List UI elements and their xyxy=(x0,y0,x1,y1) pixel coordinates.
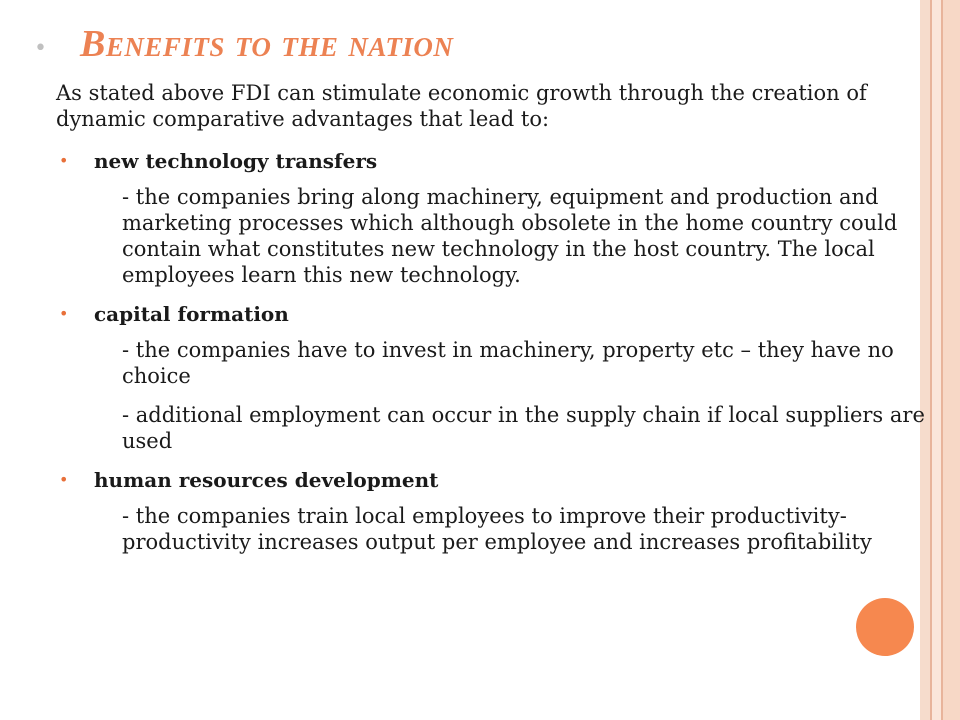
border-stripe xyxy=(943,0,960,720)
section-heading xyxy=(56,148,936,174)
section-heading xyxy=(56,467,936,493)
section-heading xyxy=(56,301,936,327)
slide-title: Benefits to the nation xyxy=(80,23,454,65)
section-heading-text: new technology transfers xyxy=(94,149,378,173)
bullet-icon: • xyxy=(59,470,69,489)
bullet-icon: • xyxy=(59,151,69,170)
section-detail: - the companies train local employees to improve their productivity-productivity increases output per employee and increases profitability xyxy=(122,504,872,554)
bullet-icon: • xyxy=(59,304,69,323)
title-bullet-icon: • xyxy=(34,36,47,61)
section-capital xyxy=(56,301,936,454)
intro-text: As stated above FDI can stimulate economic growth through the creation of dynamic comparative advantages that lead to: xyxy=(56,81,867,131)
section-detail: - the companies have to invest in machinery, property etc – they have no choice xyxy=(122,338,894,388)
section-heading-text: capital formation xyxy=(94,302,289,326)
section-detail: - additional employment can occur in the supply chain if local suppliers are used xyxy=(122,403,925,453)
section-heading-text: human resources development xyxy=(94,468,439,492)
section-human-resources xyxy=(56,467,936,555)
section-detail: - the companies bring along machinery, equipment and production and marketing processes which although obsolete in the home country could contain what constitutes new technology in the host country. The local employees learn this new technology. xyxy=(122,185,898,287)
slide-body xyxy=(56,80,936,568)
section-technology xyxy=(56,148,936,288)
accent-circle xyxy=(856,598,914,656)
